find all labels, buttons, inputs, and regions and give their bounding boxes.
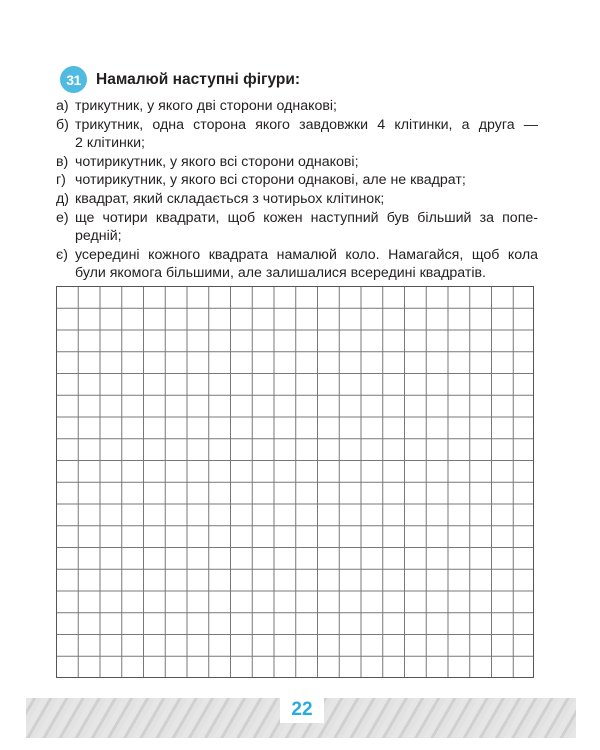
task-item-continuation [56, 227, 538, 246]
task-number-badge: 31 [60, 66, 87, 93]
item-text: 2 клітинки; [75, 135, 145, 152]
item-text: ще чотири квадрати, щоб кожен наступний був більший за попе- [75, 209, 538, 226]
task-item [56, 246, 538, 265]
item-label: е) [56, 209, 69, 226]
page-number: 22 [280, 697, 324, 723]
task-header [60, 66, 300, 93]
task-item [56, 171, 538, 190]
item-label: є) [56, 246, 68, 263]
item-text: були якомога більшими, але залишалися всередині квадратів. [75, 265, 486, 282]
item-text: усередині кожного квадрата намалюй коло. Намагайся, щоб кола [75, 246, 538, 263]
task-item [56, 153, 538, 172]
task-item-continuation [56, 264, 538, 283]
item-label: а) [56, 98, 69, 114]
task-item [56, 209, 538, 228]
item-label: в) [56, 153, 69, 170]
drawing-grid[interactable] [56, 286, 534, 678]
task-item [56, 97, 538, 116]
item-label: д) [56, 190, 70, 207]
item-text: чотирикутник, у якого всі сторони однакові, але не квадрат; [75, 172, 466, 189]
item-text: трикутник, одна сторона якого завдовжки 4 клітинки, а друга — [75, 116, 538, 133]
task-items-list [56, 97, 538, 283]
item-text: редній; [75, 228, 122, 245]
task-title: Намалюй наступні фігури: [96, 70, 301, 88]
item-text: трикутник, у якого дві сторони однакові; [75, 98, 337, 114]
task-item [56, 190, 538, 209]
item-label: б) [56, 116, 69, 133]
item-label: г) [56, 172, 66, 189]
task-item [56, 116, 538, 135]
task-item-continuation [56, 134, 538, 153]
item-text: квадрат, який складається з чотирьох клітинок; [75, 190, 385, 207]
item-text: чотирикутник, у якого всі сторони однакові; [75, 153, 359, 170]
